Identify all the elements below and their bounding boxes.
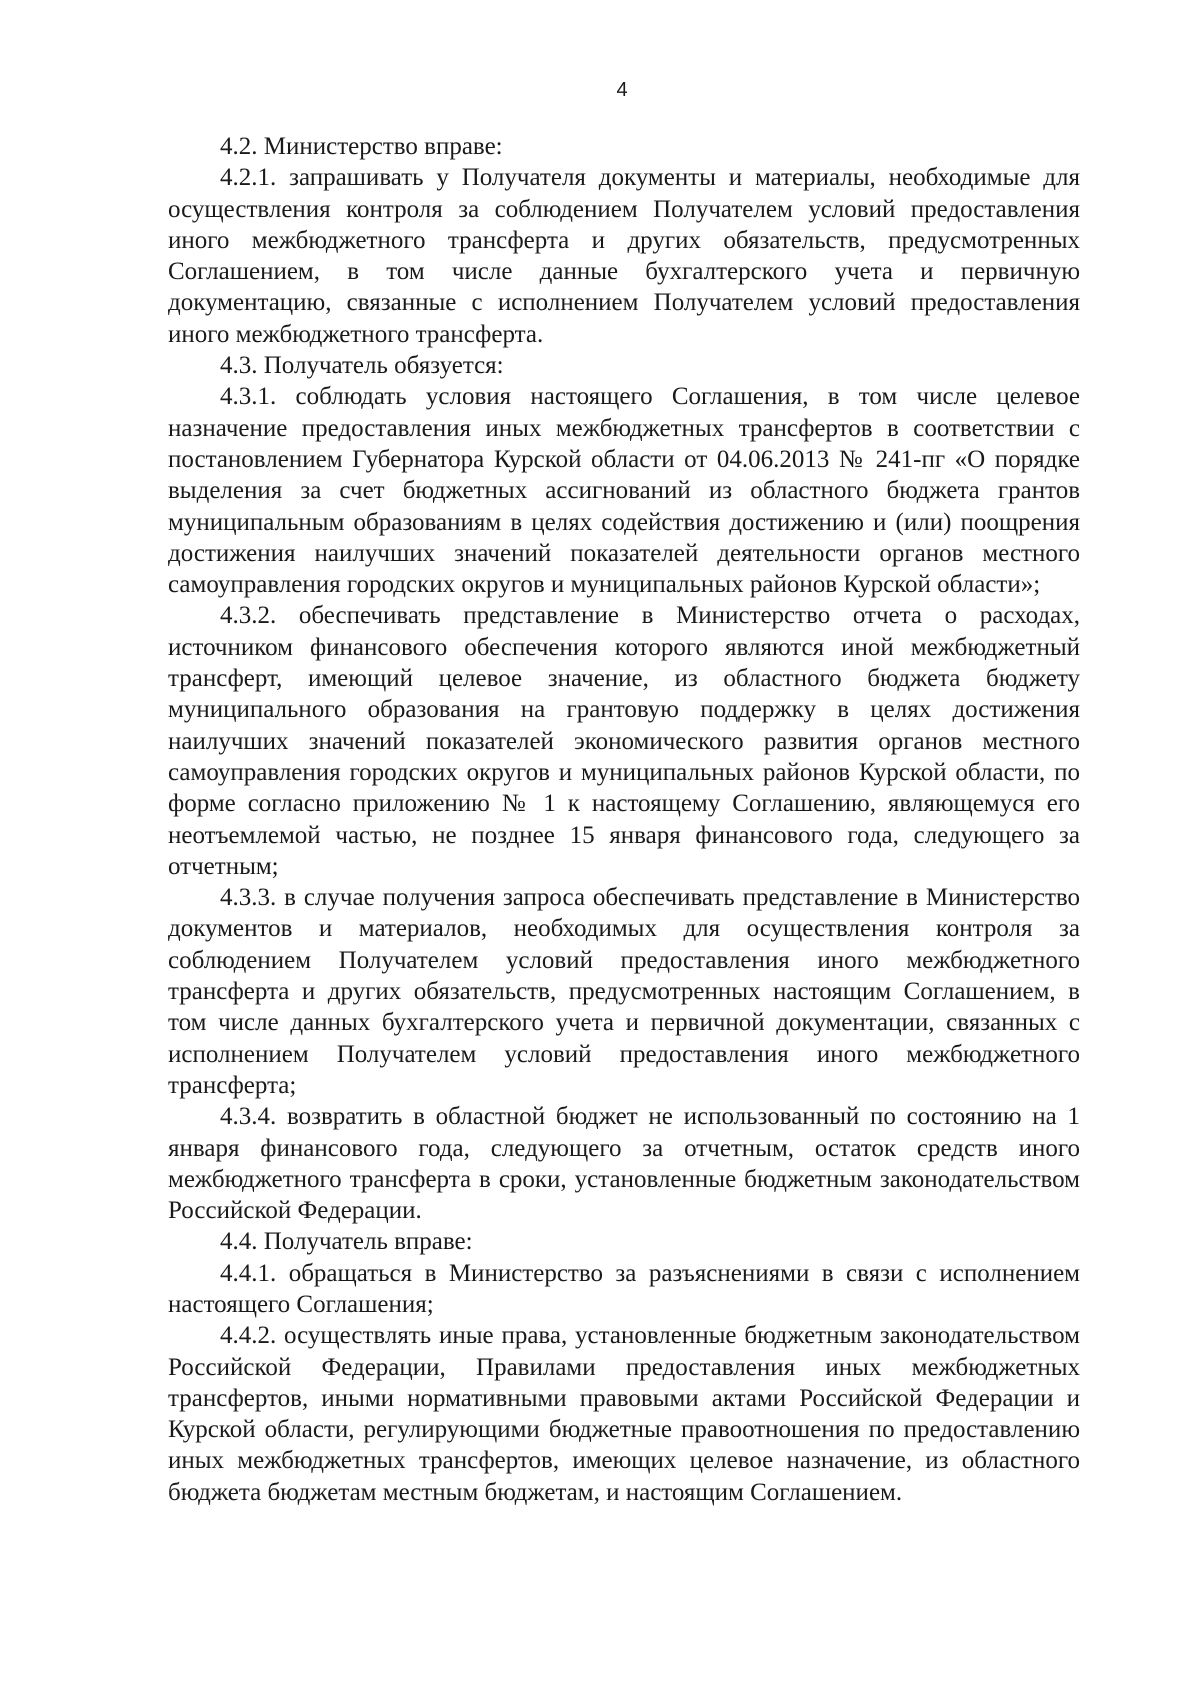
clause-4-3-4: 4.3.4. возвратить в областной бюджет не использованный по состоянию на 1 января финансового года, следующего за отчетным, остаток средств иного межбюджетного трансферта в сроки, установленные бюджетным законодательством Российской Федерации. [168,1103,1080,1225]
clause-4-3-1: 4.3.1. соблюдать условия настоящего Соглашения, в том числе целевое назначение предоставления иных межбюджетных трансфертов в соответствии с постановлением Губернатора Курской области от 04.06.2013 № 241-пг «О порядке выделения за счет бюджетных ассигнований из областного бюджета грантов муниципальным образованиям в целях содействия достижению и (или) поощрения достижения наилучших значений показателей деятельности органов местного самоуправления городских округов и муниципальных районов Курской области»; [168,383,1080,599]
clause-4-4-2: 4.4.2. осуществлять иные права, установленные бюджетным законодательством Российской Федерации, Правилами предоставления иных межбюджетных трансфертов, иными нормативными правовыми актами Российской Федерации и Курской области, регулирующими бюджетные правоотношения по предоставлению иных межбюджетных трансфертов, имеющих целевое назначение, из областного бюджета бюджетам местным бюджетам, и настоящим Соглашением. [168,1322,1080,1506]
clause-4-4-heading: 4.4. Получатель вправе: [220,1228,473,1256]
clause-4-2-heading: 4.2. Министерство вправе: [220,133,503,160]
clause-4-4-1: 4.4.1. обращаться в Министерство за разъяснениями в связи с исполнением настоящего Соглашения; [168,1259,1080,1318]
clause-4-3-3: 4.3.3. в случае получения запроса обеспечивать представление в Министерство документов и материалов, необходимых для осуществления контроля за соблюдением Получателем условий предоставления иного межбюджетного трансферта и других обязательств, предусмотренных настоящим Соглашением, в том числе данных бухгалтерского учета и первичной документации, связанных с исполнением Получателем условий предоставления иного межбюджетного трансферта; [168,884,1080,1099]
document-body [168,131,1080,1508]
page-number: 4 [616,79,628,101]
clause-4-2-1: 4.2.1. запрашивать у Получателя документы и материалы, необходимые для осуществления контроля за соблюдением Получателем условий предоставления иного межбюджетного трансферта и других обязательств, предусмотренных Соглашением, в том числе данные бухгалтерского учета и первичную документацию, связанные с исполнением Получателем условий предоставления иного межбюджетного трансферта. [168,164,1080,348]
clause-4-3-heading: 4.3. Получатель обязуется: [220,352,504,380]
clause-4-3-2: 4.3.2. обеспечивать представление в Министерство отчета о расходах, источником финансового обеспечения которого являются иной межбюджетный трансферт, имеющий целевое значение, из областного бюджета бюджету муниципального образования на грантовую поддержку в целях достижения наилучших значений показателей экономического развития органов местного самоуправления городских округов и муниципальных районов Курской области, по форме согласно приложению № 1 к настоящему Соглашению, являющемуся его неотъемлемой частью, не позднее 15 января финансового года, следующего за отчетным; [168,602,1080,880]
